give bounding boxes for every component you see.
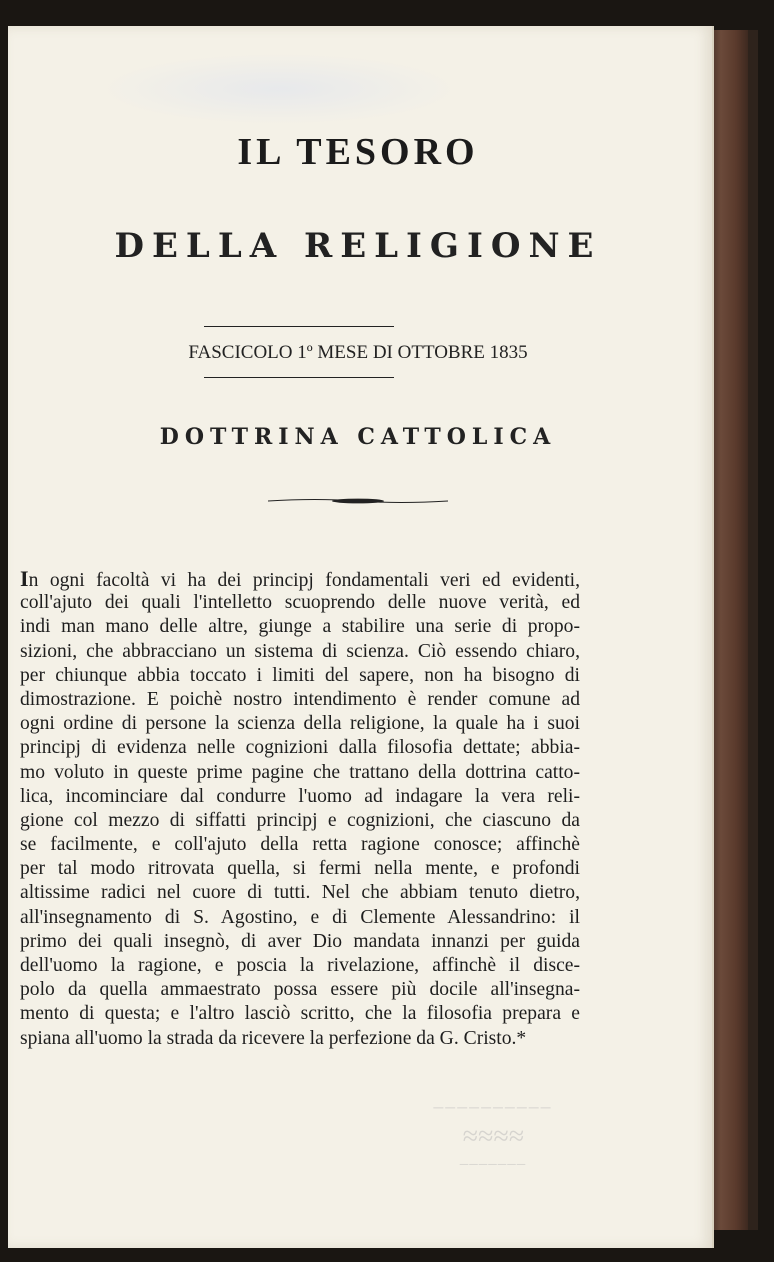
body-line: se facilmente, e coll'ajuto della retta ragione conosce; affinchè: [20, 834, 580, 856]
stamp-signature: ≈≈≈≈: [462, 1121, 524, 1152]
body-line: altissime radici nel cuore di tutti. Nel che abbiam tenuto dietro,: [20, 882, 580, 904]
journal-title: IL TESORO: [237, 131, 479, 173]
body-line: [20, 567, 580, 591]
body-line: primo dei quali insegnò, di aver Dio mandata innanzi per guida: [20, 930, 580, 952]
issue-line: FASCICOLO 1º MESE DI OTTOBRE 1835: [188, 342, 528, 363]
body-line: indi man mano delle altre, giunge a stabilire una serie di propo-: [20, 616, 580, 638]
top-rule: [204, 326, 394, 327]
body-line: per tal modo ritrovata quella, si fermi nella mente, e profondi: [20, 858, 580, 880]
book-page: [8, 26, 714, 1248]
body-text: [20, 567, 580, 1051]
body-line: principj di evidenza nelle cognizioni dalla filosofia dettate; abbia-: [20, 737, 580, 759]
body-line: per chiunque abbia toccato i limiti del sapere, non ha bisogno di: [20, 664, 580, 686]
body-line: coll'ajuto dei quali l'intelletto scuoprendo delle nuove verità, ed: [20, 592, 580, 614]
body-line: all'insegnamento di S. Agostino, e di Clemente Alessandrino: il: [20, 906, 580, 928]
erased-stamp-mark: [104, 54, 454, 124]
faded-library-stamp: [328, 1101, 658, 1191]
book-cover-edge: [748, 30, 758, 1230]
body-line: dell'uomo la ragione, e poscia la rivelazione, affinchè il disce-: [20, 955, 580, 976]
body-line: spiana all'uomo la strada da ricevere la perfezione da G. Cristo.*: [20, 1027, 527, 1049]
body-line: mo voluto in queste prime pagine che trattano della dottrina catto-: [20, 761, 580, 783]
body-line: dimostrazione. E poichè nostro intendimento è render comune ad: [20, 688, 580, 710]
ornamental-divider: [266, 494, 450, 508]
body-line: gione col mezzo di siffatti principj e cognizioni, che ciascuno da: [20, 809, 580, 831]
stamp-line: ───────: [459, 1157, 527, 1171]
body-line: mento di questa; e l'altro lasciò scritto, che la filosofia prepara e: [20, 1003, 580, 1025]
stamp-line: ──────────: [433, 1101, 553, 1116]
body-line: ogni ordine di persone la scienza della religione, la quale ha i suoi: [20, 713, 580, 735]
body-line: lica, incominciare dal condurre l'uomo ad indagare la vera reli-: [20, 785, 580, 807]
drop-cap: I: [20, 566, 29, 591]
bottom-rule: [204, 377, 394, 378]
body-line-text: n ogni facoltà vi ha dei principj fondamentali veri ed evidenti,: [28, 570, 580, 591]
body-line: polo da quella ammaestrato possa essere più docile all'insegna-: [20, 979, 580, 1001]
body-line: sizioni, che abbracciano un sistema di scienza. Ciò essendo chiaro,: [20, 640, 580, 662]
journal-subtitle: DELLA RELIGIONE: [114, 226, 602, 266]
section-title: DOTTRINA CATTOLICA: [159, 424, 557, 450]
